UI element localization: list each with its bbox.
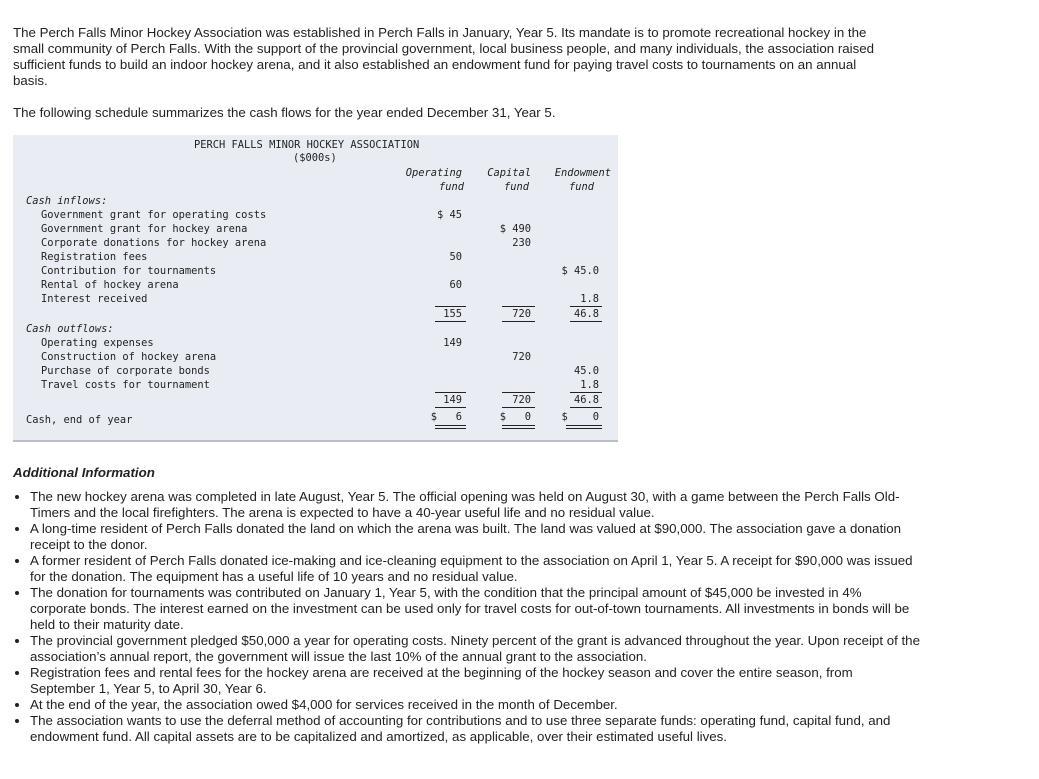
subtotal-rule (435, 392, 466, 393)
header-operating-fund: fund (438, 181, 464, 193)
total-underline (570, 321, 602, 322)
table-cell: 45.0 (573, 365, 599, 377)
inflow-total-capital: 720 (512, 308, 531, 320)
list-item: • At the end of the year, the association owed $4,000 for services received in the month of December. (30, 697, 920, 713)
cash-end-operating: $ 6 (430, 411, 462, 423)
list-item: • Registration fees and rental fees for the hockey arena are received at the beginning of the hockey season and cover the entire season, from September 1, Year 5, to April 30, Year 6. (30, 665, 920, 697)
cash-flow-schedule (13, 135, 618, 442)
cash-end-capital: $ 0 (499, 411, 531, 423)
table-row-label: Interest received (41, 293, 148, 305)
inflow-total-operating: 155 (443, 308, 462, 320)
table-cell: 149 (443, 337, 462, 349)
cash-outflows-label: Cash outflows: (26, 323, 114, 335)
outflow-total-endowment: 46.8 (573, 394, 599, 406)
schedule-units: ($000s) (293, 152, 337, 164)
table-row-label: Government grant for hockey arena (41, 223, 248, 235)
total-underline (502, 407, 535, 408)
schedule-title: PERCH FALLS MINOR HOCKEY ASSOCIATION (194, 139, 420, 151)
double-underline (502, 425, 535, 429)
header-capital: Capital (487, 167, 531, 179)
table-cell: 720 (512, 351, 531, 363)
table-row-label: Operating expenses (41, 337, 154, 349)
schedule-lead-sentence: The following schedule summarizes the cash flows for the year ended December 31, Year 5. (13, 105, 556, 120)
header-capital-fund: fund (503, 181, 529, 193)
list-item: • The provincial government pledged $50,000 a year for operating costs. Ninety percent of the grant is advanced throughout the year. Upon receipt of the association’s annual report, the government will issue the last 10% of the annual grant to the association. (30, 633, 920, 665)
table-row-label: Registration fees (41, 251, 148, 263)
cash-end-of-year-label: Cash, end of year (26, 414, 133, 426)
header-endowment: Endowment (554, 167, 611, 179)
subtotal-rule (435, 306, 466, 307)
table-cell: 1.8 (580, 379, 599, 391)
table-row-label: Rental of hockey arena (41, 279, 179, 291)
table-row-label: Construction of hockey arena (41, 351, 217, 363)
table-row-label: Purchase of corporate bonds (41, 365, 210, 377)
cash-end-endowment: $ 0 (561, 411, 599, 423)
double-underline (435, 425, 466, 429)
subtotal-rule (502, 392, 535, 393)
subtotal-rule (502, 306, 535, 307)
table-cell: 60 (449, 279, 462, 291)
list-item: • A former resident of Perch Falls donated ice-making and ice-cleaning equipment to the association on April 1, Year 5. A receipt for $90,000 was issued for the donation. The equipment has a useful life of 10 years and no residual value. (30, 553, 920, 585)
table-cell: 50 (449, 251, 462, 263)
outflow-total-operating: 149 (443, 394, 462, 406)
table-row-label: Government grant for operating costs (41, 209, 267, 221)
cash-inflows-label: Cash inflows: (26, 195, 108, 207)
list-item: • The association wants to use the deferral method of accounting for contributions and to use three separate funds: operating fund, capital fund, and endowment fund. All capital assets are to be capitalized and amortized, as applicable, over their estimated useful lives. (30, 713, 920, 745)
subtotal-rule (570, 392, 602, 393)
total-underline (435, 321, 466, 322)
subtotal-rule (570, 306, 602, 307)
table-row-label: Travel costs for tournament (41, 379, 210, 391)
outflow-total-capital: 720 (512, 394, 531, 406)
total-underline (502, 321, 535, 322)
table-row-label: Corporate donations for hockey arena (41, 237, 267, 249)
table-cell: 230 (512, 237, 531, 249)
list-item: • The new hockey arena was completed in late August, Year 5. The official opening was held on August 30, with a game between the Perch Falls Old-Timers and the local firefighters. The arena is expected to have a 40-year useful life and no residual value. (30, 489, 920, 521)
double-underline (566, 425, 602, 429)
inflow-total-endowment: 46.8 (573, 308, 599, 320)
header-endowment-fund: fund (568, 181, 594, 193)
intro-paragraph: The Perch Falls Minor Hockey Association was established in Perch Falls in January, Year 5. Its mandate is to promote recreational hockey in the small community of Perch Falls. With the support of the provincial government, local business people, and many individuals, the association raised sufficient funds to build an indoor hockey arena, and it also established an endowment fund for paying travel costs to tournaments on an annual basis. (13, 25, 875, 88)
table-cell: $ 490 (499, 223, 531, 235)
table-cell: $ 45.0 (561, 265, 599, 277)
table-cell: $ 45 (436, 209, 462, 221)
table-cell: 1.8 (580, 293, 599, 305)
header-operating: Operating (405, 167, 462, 179)
list-item: • A long-time resident of Perch Falls donated the land on which the arena was built. The land was valued at $90,000. The association gave a donation receipt to the donor. (30, 521, 920, 553)
additional-information-heading: Additional Information (13, 465, 155, 480)
total-underline (570, 407, 602, 408)
additional-information-list (13, 489, 920, 745)
total-underline (435, 407, 466, 408)
list-item: • The donation for tournaments was contributed on January 1, Year 5, with the condition that the principal amount of $45,000 be invested in 4% corporate bonds. The interest earned on the investment can be used only for travel costs for out-of-town tournaments. All investments in bonds will be held to their maturity date. (30, 585, 920, 633)
table-row-label: Contribution for tournaments (41, 265, 217, 277)
